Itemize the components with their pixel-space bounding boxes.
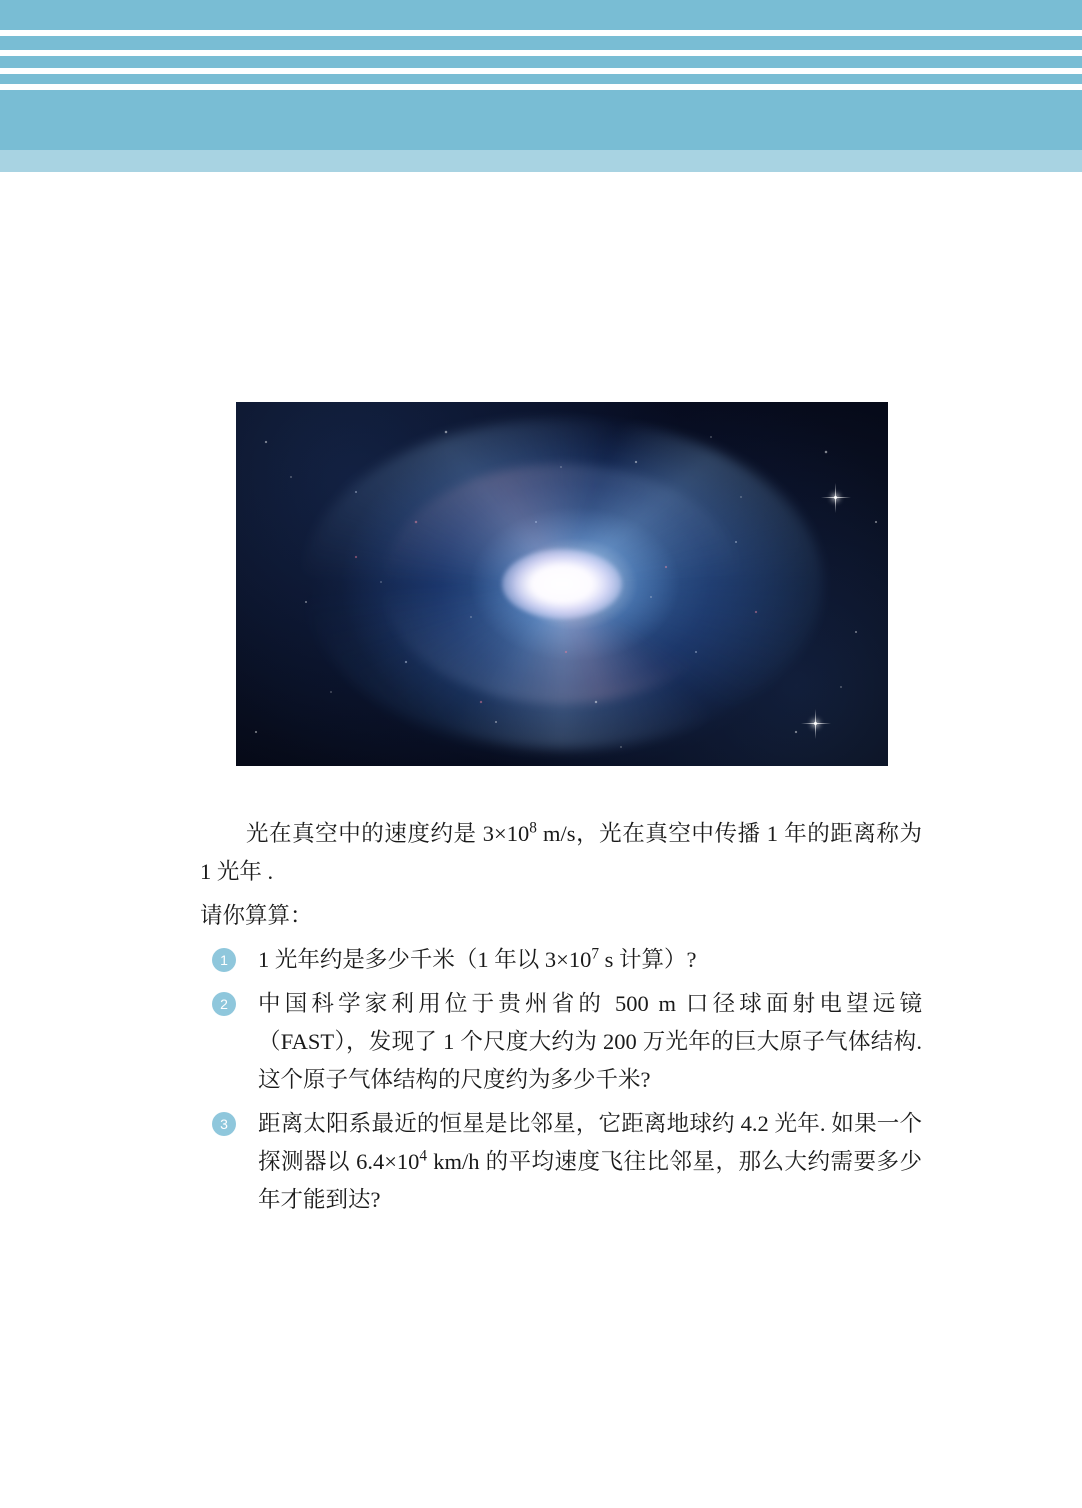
banner-band-accent <box>0 150 1082 172</box>
banner-band-5 <box>0 90 1082 150</box>
question-item-1 <box>0 941 1082 979</box>
page-header-banner <box>0 0 1082 172</box>
banner-band-4 <box>0 74 1082 84</box>
question-3-part2: km/h 的平均速度飞往比邻星，那么大约需要多少年才能到达? <box>258 1149 922 1212</box>
bright-star-icon <box>834 496 837 499</box>
question-number-badge: 1 <box>212 948 236 972</box>
article-body <box>0 815 1082 1225</box>
paragraph-light-speed <box>0 815 1082 891</box>
banner-band-1 <box>0 0 1082 30</box>
question-2-part1: 中国科学家利用位于贵州省的 500 m 口径球面射电望远镜（FAST），发现了 1 个尺度大约为 200 万光年的巨大原子气体结构. 这个原子气体结构的尺度约为多少千米? <box>258 991 922 1092</box>
question-1-part1: 1 光年约是多少千米（1 年以 3×10 <box>258 947 592 972</box>
banner-divider-4 <box>0 84 1082 86</box>
banner-divider-1 <box>0 30 1082 32</box>
question-list <box>0 941 1082 1219</box>
banner-divider-3 <box>0 68 1082 70</box>
paragraph-light-speed-part1: 光在真空中的速度约是 3×10 <box>246 821 530 846</box>
paragraph-light-speed-part2: m/s，光在真空中传播 1 年的距离称为 1 光年 . <box>200 821 922 884</box>
star-field-red <box>236 402 888 766</box>
question-1-exponent: 7 <box>591 945 599 963</box>
question-item-3 <box>0 1105 1082 1219</box>
paragraph-light-speed-exponent: 8 <box>529 819 537 837</box>
paragraph-prompt: 请你算算： <box>200 903 313 928</box>
banner-band-3 <box>0 56 1082 68</box>
question-number-badge: 2 <box>212 992 236 1016</box>
question-item-2 <box>0 985 1082 1099</box>
banner-divider-2 <box>0 50 1082 52</box>
question-number-badge: 3 <box>212 1112 236 1136</box>
question-3-exponent: 4 <box>419 1147 428 1165</box>
question-3-part1: 距离太阳系最近的恒星是比邻星，它距离地球约 4.2 光年. 如果一个探测器以 6.4×10 <box>258 1111 922 1174</box>
banner-band-2 <box>0 36 1082 50</box>
galaxy-figure <box>236 402 888 766</box>
question-1-part2: s 计算）? <box>598 947 697 972</box>
bright-star-icon <box>814 722 817 725</box>
